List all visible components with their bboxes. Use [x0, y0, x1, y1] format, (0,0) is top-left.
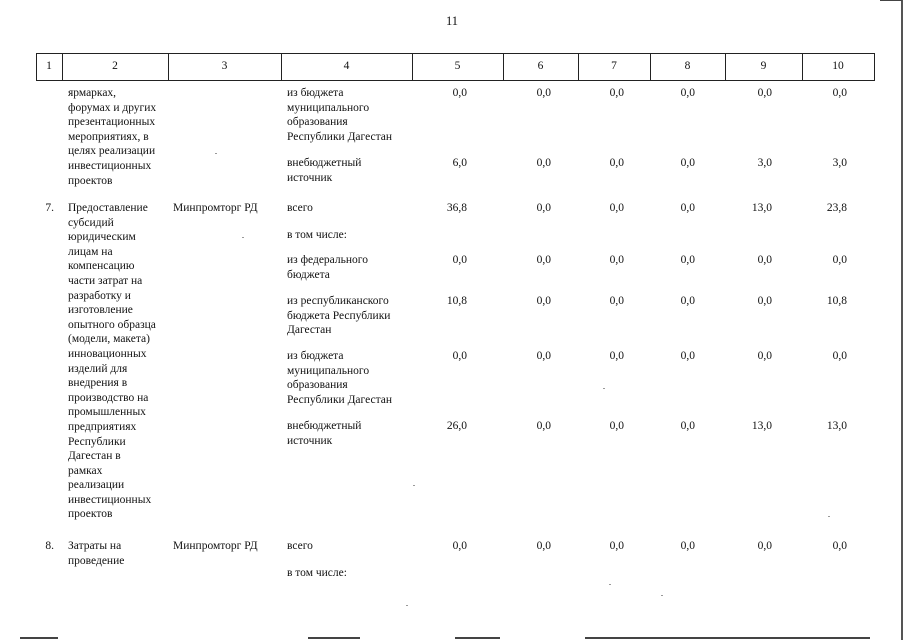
scan-speck	[413, 485, 415, 486]
scan-speck	[406, 605, 408, 606]
source-name: из бюджета муниципального образования Республики Дагестан	[287, 350, 392, 406]
value-cell: 0,0	[609, 540, 624, 552]
value-cell: 36,8	[446, 202, 467, 214]
header-cell: 7	[611, 60, 617, 72]
source-name: внебюджетный источник	[287, 420, 362, 447]
value-cell: 0,0	[680, 87, 695, 99]
source-name: из бюджета муниципального образования Республики Дагестан	[287, 87, 392, 143]
value-cell: 0,0	[832, 540, 847, 552]
value-cell: 0,0	[609, 295, 624, 307]
source-name: всего	[287, 540, 313, 552]
header-cell: 1	[46, 60, 52, 72]
value-cell: 0,0	[757, 87, 772, 99]
source-name: из федерального бюджета	[287, 254, 368, 281]
scan-speck	[661, 595, 663, 596]
scan-speck	[242, 237, 244, 238]
value-cell: 0,0	[832, 254, 847, 266]
header-cell: 4	[343, 60, 350, 72]
scan-edge-bottom	[455, 637, 500, 639]
source-name: в том числе:	[287, 229, 347, 241]
value-cell: 0,0	[609, 420, 624, 432]
value-cell: 0,0	[832, 87, 847, 99]
value-cell: 0,0	[757, 350, 772, 362]
value-cell: 23,8	[826, 202, 847, 214]
value-cell: 0,0	[536, 202, 551, 214]
scan-speck	[603, 388, 605, 389]
value-cell: 13,0	[751, 202, 772, 214]
scan-edge-bottom	[585, 637, 870, 639]
value-cell: 0,0	[757, 295, 772, 307]
row-number: 8.	[45, 540, 54, 552]
executor-text: Минпромторг РД	[173, 540, 258, 552]
value-cell: 0,0	[680, 202, 695, 214]
value-cell: 0,0	[536, 295, 551, 307]
value-cell: 3,0	[832, 157, 847, 169]
value-cell: 10,8	[826, 295, 847, 307]
scan-speck	[828, 516, 830, 517]
value-cell: 0,0	[680, 350, 695, 362]
scan-speck	[609, 584, 611, 585]
value-cell: 0,0	[536, 157, 551, 169]
value-cell: 0,0	[609, 202, 624, 214]
value-cell: 0,0	[680, 540, 695, 552]
value-cell: 0,0	[757, 540, 772, 552]
value-cell: 0,0	[680, 254, 695, 266]
row-number: 7.	[45, 202, 54, 214]
scan-speck	[215, 153, 217, 154]
value-cell: 0,0	[452, 254, 467, 266]
value-cell: 26,0	[446, 420, 467, 432]
header-cell: 2	[112, 60, 118, 72]
event-text: ярмарках, форумах и других презентационных мероприятиях, в целях реализации инвестиционных проектов	[68, 87, 157, 187]
value-cell: 0,0	[536, 350, 551, 362]
value-cell: 0,0	[536, 87, 551, 99]
scan-edge-right	[901, 0, 903, 640]
event-text: Предоставление субсидий юридическим лицам на компенсацию части затрат на разработку и изготовление опытного образца (модели, макета) инновационных изделий для внедрения в производство на промышленных предприятиях Республики Дагестан в рамках реализации инвестиционных проектов	[68, 202, 156, 521]
value-cell: 0,0	[452, 540, 467, 552]
source-name: в том числе:	[287, 567, 347, 579]
value-cell: 0,0	[536, 254, 551, 266]
value-cell: 0,0	[609, 157, 624, 169]
value-cell: 6,0	[452, 157, 467, 169]
value-cell: 0,0	[609, 87, 624, 99]
header-cell: 6	[537, 60, 544, 72]
value-cell: 0,0	[452, 87, 467, 99]
value-cell: 10,8	[446, 295, 467, 307]
header-bottom-border	[36, 80, 875, 81]
page-number: 11	[446, 14, 459, 28]
header-cell: 10	[832, 60, 844, 72]
scan-edge-bottom	[308, 637, 360, 639]
event-text: Затраты на проведение	[68, 540, 125, 567]
col-divider	[874, 53, 875, 81]
source-name: внебюджетный источник	[287, 157, 362, 184]
table-top-border	[36, 53, 875, 54]
value-cell: 0,0	[452, 350, 467, 362]
value-cell: 13,0	[751, 420, 772, 432]
source-name: всего	[287, 202, 313, 214]
value-cell: 0,0	[609, 254, 624, 266]
value-cell: 0,0	[680, 420, 695, 432]
scan-edge-bottom	[20, 637, 58, 639]
value-cell: 0,0	[680, 157, 695, 169]
value-cell: 0,0	[536, 420, 551, 432]
value-cell: 0,0	[680, 295, 695, 307]
value-cell: 13,0	[826, 420, 847, 432]
value-cell: 0,0	[757, 254, 772, 266]
header-cell: 9	[760, 60, 767, 72]
value-cell: 0,0	[536, 540, 551, 552]
source-name: из республиканского бюджета Республики Дагестан	[287, 295, 391, 337]
header-cell: 3	[221, 60, 228, 72]
value-cell: 0,0	[609, 350, 624, 362]
header-cell: 8	[684, 60, 691, 72]
executor-text: Минпромторг РД	[173, 202, 258, 214]
scan-edge-top	[880, 0, 902, 1]
value-cell: 0,0	[832, 350, 847, 362]
value-cell: 3,0	[757, 157, 772, 169]
header-cell: 5	[454, 60, 461, 72]
